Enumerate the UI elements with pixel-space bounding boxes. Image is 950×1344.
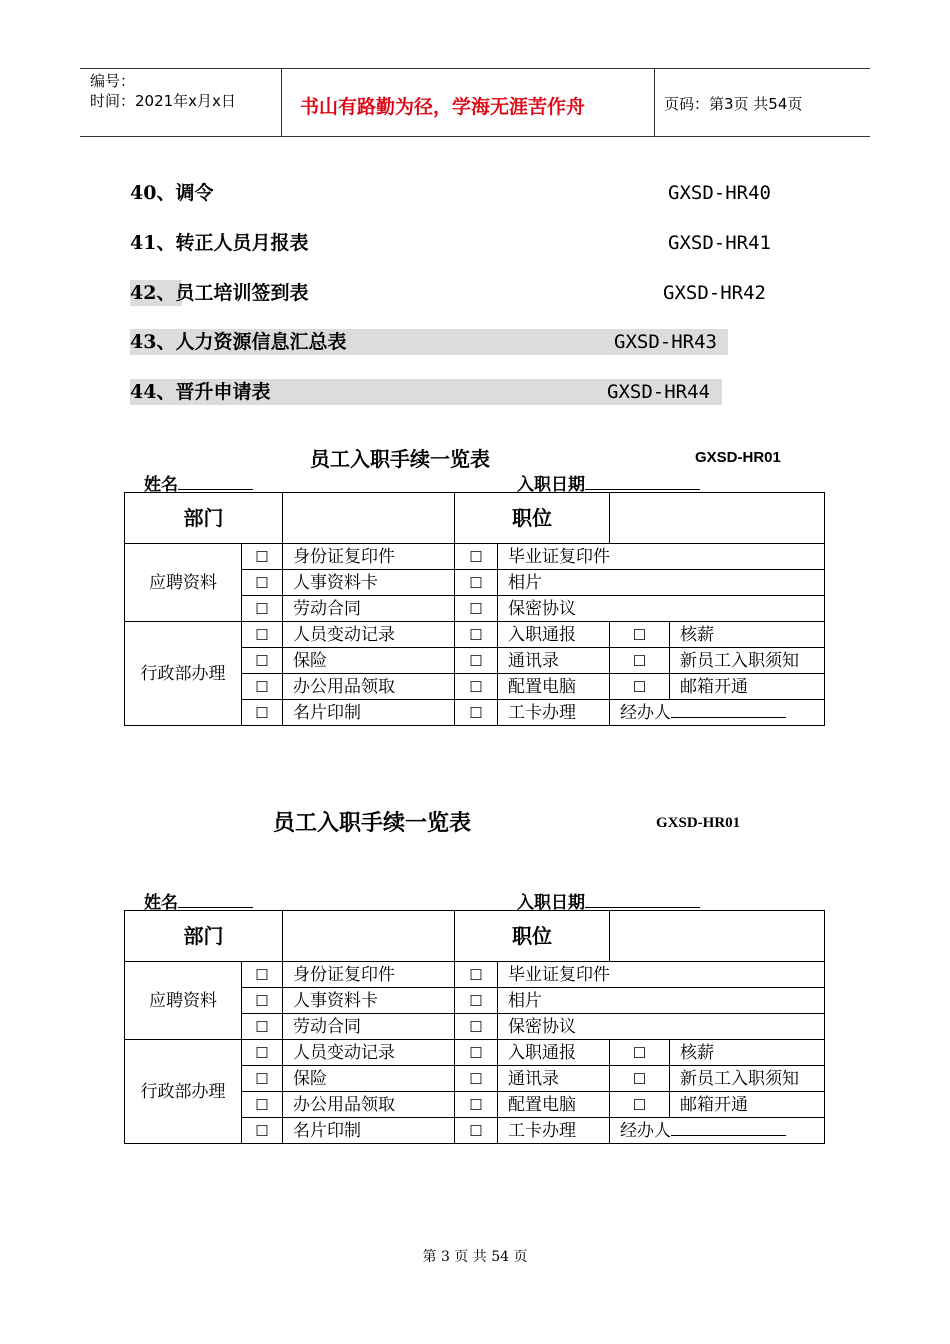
list-item-name: 晋升申请表 <box>175 381 271 403</box>
item-salary-check: 核薪 <box>670 1040 825 1066</box>
list-item-code: GXSD-HR40 <box>668 182 771 204</box>
checkbox[interactable]: ☐ <box>242 988 283 1014</box>
group-application-docs: 应聘资料 <box>125 544 242 622</box>
checkbox[interactable]: ☐ <box>610 622 670 648</box>
page-footer: 第 3 页 共 54 页 <box>422 1249 528 1265</box>
name-blank[interactable] <box>178 891 253 908</box>
dept-value[interactable] <box>283 493 455 544</box>
checkbox[interactable]: ☐ <box>455 700 498 726</box>
item-insurance: 保险 <box>283 1066 455 1092</box>
item-diploma-copy: 毕业证复印件 <box>498 962 825 988</box>
item-work-card: 工卡办理 <box>498 700 610 726</box>
item-card-print: 名片印制 <box>283 700 455 726</box>
onboarding-table <box>124 910 825 1144</box>
group-admin-dept: 行政部办理 <box>125 1040 242 1144</box>
checkbox[interactable]: ☐ <box>455 622 498 648</box>
item-entry-report: 入职通报 <box>498 622 610 648</box>
checkbox[interactable]: ☐ <box>242 596 283 622</box>
list-item <box>130 230 308 256</box>
item-photo: 相片 <box>498 988 825 1014</box>
list-item <box>130 379 270 405</box>
checkbox[interactable]: ☐ <box>455 544 498 570</box>
checkbox[interactable]: ☐ <box>610 1092 670 1118</box>
dept-label: 部门 <box>125 493 283 544</box>
item-personnel-card: 人事资料卡 <box>283 570 455 596</box>
checkbox[interactable]: ☐ <box>242 962 283 988</box>
item-card-print: 名片印制 <box>283 1118 455 1144</box>
list-item-number: 44、 <box>130 381 176 403</box>
header-divider-2 <box>654 68 655 136</box>
group-admin-dept: 行政部办理 <box>125 622 242 726</box>
header-divider-1 <box>281 68 282 136</box>
header-bottom-border <box>80 136 870 137</box>
handler-field: 经办人 <box>610 700 825 726</box>
checkbox[interactable]: ☐ <box>455 1092 498 1118</box>
header-top-border <box>80 68 870 69</box>
position-value[interactable] <box>610 493 825 544</box>
list-item-code: GXSD-HR42 <box>663 282 766 304</box>
checkbox[interactable]: ☐ <box>242 1014 283 1040</box>
list-item-number: 43、 <box>130 331 176 353</box>
entry-date-label: 入职日期 <box>517 888 700 913</box>
list-item-name: 员工培训签到表 <box>175 282 309 304</box>
handler-field: 经办人 <box>610 1118 825 1144</box>
item-email-open: 邮箱开通 <box>670 674 825 700</box>
list-item-name: 调令 <box>175 182 214 204</box>
checkbox[interactable]: ☐ <box>610 1040 670 1066</box>
group-application-docs: 应聘资料 <box>125 962 242 1040</box>
checkbox[interactable]: ☐ <box>242 1118 283 1144</box>
dept-value[interactable] <box>283 911 455 962</box>
onboarding-table <box>124 492 825 726</box>
header-motto: 书山有路勤为径，学海无涯苦作舟 <box>300 96 586 118</box>
item-labor-contract: 劳动合同 <box>283 596 455 622</box>
item-confidentiality: 保密协议 <box>498 596 825 622</box>
name-label: 姓名 <box>144 888 253 913</box>
checkbox[interactable]: ☐ <box>610 674 670 700</box>
handler-blank[interactable] <box>671 1119 786 1136</box>
list-item-code: GXSD-HR44 <box>607 381 710 403</box>
position-value[interactable] <box>610 911 825 962</box>
checkbox[interactable]: ☐ <box>242 622 283 648</box>
list-item-number: 40、 <box>130 182 176 204</box>
list-item <box>130 329 346 355</box>
entry-date-label: 入职日期 <box>517 470 700 495</box>
checkbox[interactable]: ☐ <box>242 544 283 570</box>
item-work-card: 工卡办理 <box>498 1118 610 1144</box>
checkbox[interactable]: ☐ <box>242 1040 283 1066</box>
list-item-name: 转正人员月报表 <box>175 232 309 254</box>
list-item <box>130 280 308 306</box>
list-item-name: 人力资源信息汇总表 <box>175 331 347 353</box>
list-item-code: GXSD-HR43 <box>614 331 717 353</box>
checkbox[interactable]: ☐ <box>455 1066 498 1092</box>
list-item <box>130 180 213 206</box>
item-entry-report: 入职通报 <box>498 1040 610 1066</box>
checkbox[interactable]: ☐ <box>242 570 283 596</box>
item-id-copy: 身份证复印件 <box>283 544 455 570</box>
checkbox[interactable]: ☐ <box>455 988 498 1014</box>
item-id-copy: 身份证复印件 <box>283 962 455 988</box>
list-item-code: GXSD-HR41 <box>668 232 771 254</box>
item-contacts: 通讯录 <box>498 648 610 674</box>
item-diploma-copy: 毕业证复印件 <box>498 544 825 570</box>
item-contacts: 通讯录 <box>498 1066 610 1092</box>
checkbox[interactable]: ☐ <box>455 1118 498 1144</box>
checkbox[interactable]: ☐ <box>242 700 283 726</box>
item-confidentiality: 保密协议 <box>498 1014 825 1040</box>
checkbox[interactable]: ☐ <box>455 674 498 700</box>
dept-label: 部门 <box>125 911 283 962</box>
item-labor-contract: 劳动合同 <box>283 1014 455 1040</box>
checkbox[interactable]: ☐ <box>455 596 498 622</box>
form-code: GXSD-HR01 <box>695 449 781 466</box>
position-label: 职位 <box>455 493 610 544</box>
form-code: GXSD-HR01 <box>656 815 741 831</box>
item-personnel-card: 人事资料卡 <box>283 988 455 1014</box>
list-item-number: 41、 <box>130 232 176 254</box>
item-new-staff-notice: 新员工入职须知 <box>670 1066 825 1092</box>
handler-blank[interactable] <box>671 701 786 718</box>
item-insurance: 保险 <box>283 648 455 674</box>
form-title: 员工入职手续一览表 <box>273 811 472 836</box>
checkbox[interactable]: ☐ <box>610 1066 670 1092</box>
header-number-label: 编号： <box>90 72 136 90</box>
item-new-staff-notice: 新员工入职须知 <box>670 648 825 674</box>
checkbox[interactable]: ☐ <box>242 648 283 674</box>
item-photo: 相片 <box>498 570 825 596</box>
checkbox[interactable]: ☐ <box>455 1014 498 1040</box>
item-configure-pc: 配置电脑 <box>498 674 610 700</box>
checkbox[interactable]: ☐ <box>610 648 670 674</box>
item-office-supplies: 办公用品领取 <box>283 674 455 700</box>
item-configure-pc: 配置电脑 <box>498 1092 610 1118</box>
checkbox[interactable]: ☐ <box>242 1066 283 1092</box>
checkbox[interactable]: ☐ <box>242 674 283 700</box>
name-blank[interactable] <box>178 473 253 490</box>
header-time-label: 时间：2021年x月x日 <box>90 92 236 110</box>
checkbox[interactable]: ☐ <box>455 962 498 988</box>
header-page-info: 页码：第3页 共54页 <box>664 95 803 113</box>
list-item-number: 42、 <box>130 282 176 304</box>
item-change-record: 人员变动记录 <box>283 622 455 648</box>
checkbox[interactable]: ☐ <box>242 1092 283 1118</box>
item-email-open: 邮箱开通 <box>670 1092 825 1118</box>
entry-date-blank[interactable] <box>585 473 700 490</box>
form-title: 员工入职手续一览表 <box>310 447 490 471</box>
item-salary-check: 核薪 <box>670 622 825 648</box>
checkbox[interactable]: ☐ <box>455 570 498 596</box>
entry-date-blank[interactable] <box>585 891 700 908</box>
checkbox[interactable]: ☐ <box>455 648 498 674</box>
item-change-record: 人员变动记录 <box>283 1040 455 1066</box>
position-label: 职位 <box>455 911 610 962</box>
checkbox[interactable]: ☐ <box>455 1040 498 1066</box>
item-office-supplies: 办公用品领取 <box>283 1092 455 1118</box>
name-label: 姓名 <box>144 470 253 495</box>
